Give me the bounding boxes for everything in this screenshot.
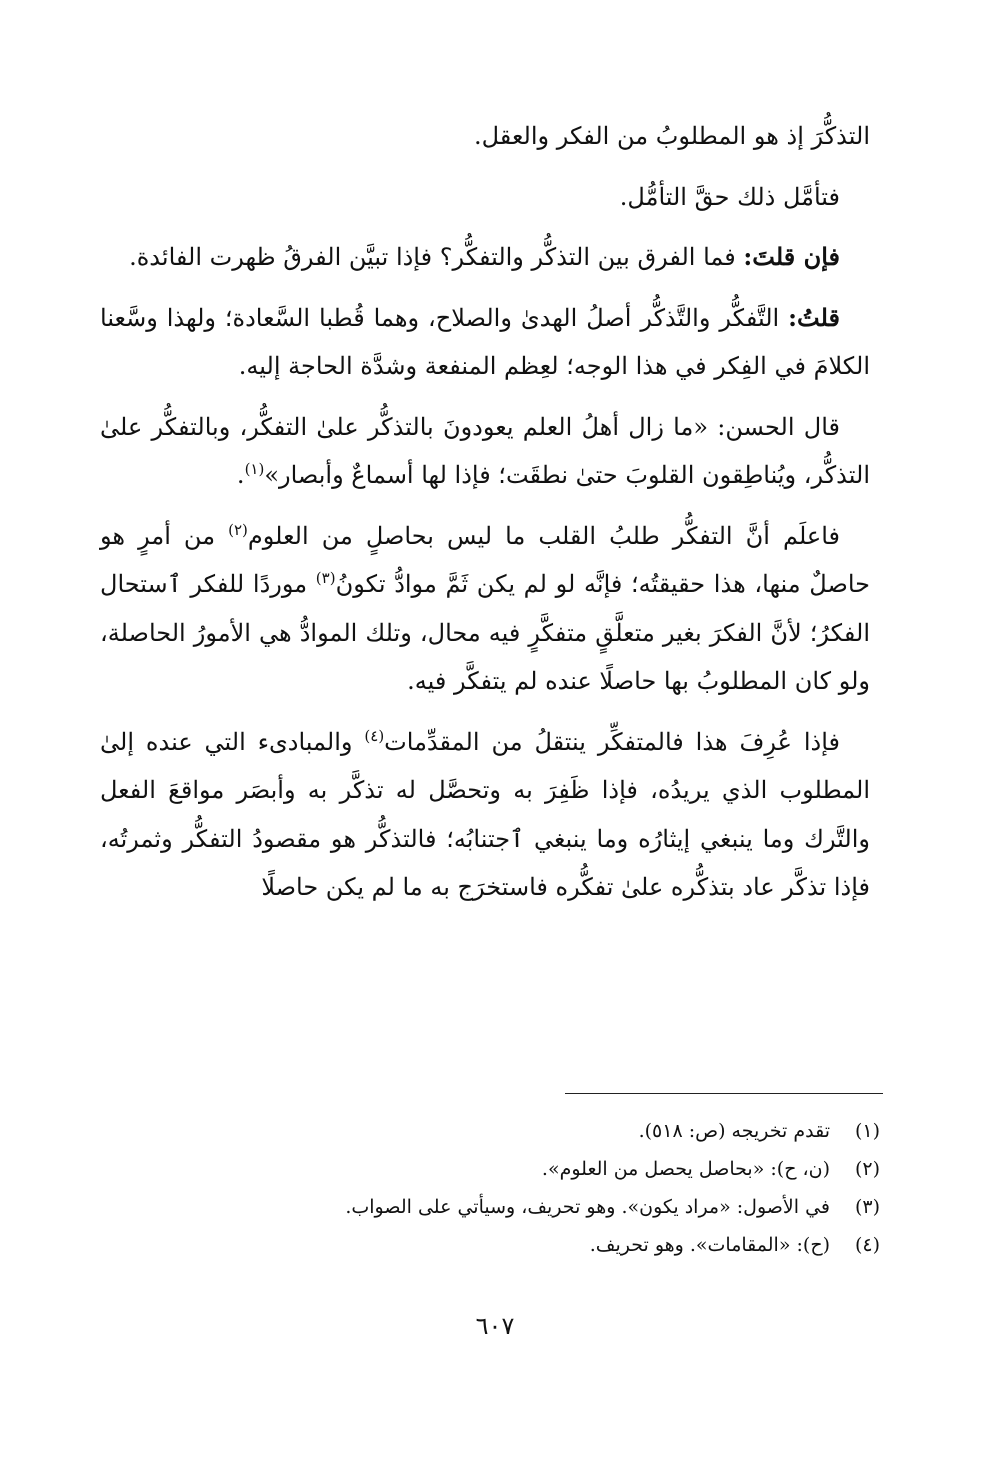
footnote-text: (ن، ح): «بحاصل يحصل من العلوم».: [541, 1158, 830, 1180]
footnote-item: [110, 1112, 880, 1150]
paragraph-text: فما الفرق بين التذكُّر والتفكُّر؟ فإذا تبيَّن الفرقُ ظهرت الفائدة.: [129, 243, 736, 271]
footnote-text: في الأصول: «مراد يكون». وهو تحريف، وسيأتي على الصواب.: [345, 1196, 830, 1218]
footnote-number: (٤): [854, 1234, 880, 1256]
footnote-ref[interactable]: (١): [244, 460, 265, 478]
footnote-separator: [565, 1093, 883, 1094]
footnote-ref[interactable]: (٢): [228, 520, 248, 539]
paragraph-4: [100, 294, 870, 391]
footnote-item: [110, 1188, 880, 1226]
paragraph-lead: فإن قلتَ:: [743, 242, 840, 271]
footnote-number: (٣): [854, 1196, 880, 1218]
footnote-text: (ح): «المقامات». وهو تحريف.: [589, 1234, 830, 1256]
paragraph-6: [100, 512, 870, 706]
paragraph-text-tail: .: [236, 461, 245, 489]
footnote-item: [110, 1226, 880, 1264]
footnote-ref[interactable]: (٣): [315, 569, 336, 587]
paragraph-3: [100, 233, 870, 282]
main-text: [100, 112, 870, 924]
paragraph-text: قال الحسن: «ما زال أهلُ العلم يعودونَ بالتذكُّر علىٰ التفكُّر، وبالتفكُّر علىٰ التذكُّر، ويُناطِقون القلوبَ حتىٰ نطقَت؛ فإذا لها أسماعٌ وأبصار»: [100, 412, 870, 489]
paragraph-text: التذكُّرَ إذ هو المطلوبُ من الفكر والعقل.: [474, 122, 870, 150]
paragraph-lead: قلتُ:: [788, 302, 840, 332]
footnote-item: [110, 1150, 880, 1188]
paragraph-text-mid: من أمرٍ هو حاصلٌ منها، هذا حقيقتُه؛ فإنَّه لو لم يكن ثَمَّ موادُّ تكونُ: [100, 521, 870, 598]
paragraph-7: [100, 718, 870, 912]
footnotes: [110, 1112, 880, 1264]
paragraph-text-tail: والمبادىء التي عنده إلىٰ المطلوب الذي يريدُه، فإذا ظَفِرَ به وتحصَّل له تذكَّر به وأبصَر مواقعَ الفعل والتَّرك وما ينبغي إيثارُه وما ينبغي ٱجتنابُه؛ فالتذكُّر هو مقصودُ التفكُّر وثمرتُه، فإذا تذكَّر عاد بتذكُّره علىٰ تفكُّره فاستخرَج به ما لم يكن حاصلًا: [100, 727, 870, 901]
paragraph-1: [100, 112, 870, 161]
footnote-number: (٢): [854, 1158, 880, 1180]
footnote-ref[interactable]: (٤): [364, 726, 385, 745]
paragraph-text-tail: موردًا للفكر ٱستحال الفكرُ؛ لأنَّ الفكرَ بغير متعلَّقٍ متفكَّرٍ فيه محال، وتلك الموادُّ هي الأمورُ الحاصلة، ولو كان المطلوبُ بها حاصلًا عنده لم يتفكَّر فيه.: [100, 570, 870, 695]
paragraph-text: فتأمَّل ذلك حقَّ التأمُّل.: [619, 182, 840, 211]
paragraph-text: فإذا عُرِفَ هذا فالمتفكِّر ينتقلُ من المقدِّمات: [384, 727, 841, 756]
paragraph-2: [100, 173, 870, 222]
paragraph-5: [100, 403, 870, 500]
paragraph-text: التَّفكُّر والتَّذكُّر أصلُ الهدىٰ والصلاح، وهما قُطبا السَّعادة؛ ولهذا وسَّعنا الكلامَ في الفِكر في هذا الوجه؛ لعِظم المنفعة وشدَّة الحاجة إليه.: [100, 303, 870, 380]
footnote-text: تقدم تخريجه (ص: ٥١٨).: [638, 1120, 830, 1142]
paragraph-text: فاعلَم أنَّ التفكُّر طلبُ القلب ما ليس بحاصلٍ من العلوم: [247, 521, 841, 550]
footnote-number: (١): [854, 1120, 880, 1142]
page-number: ٦٠٧: [475, 1312, 515, 1340]
